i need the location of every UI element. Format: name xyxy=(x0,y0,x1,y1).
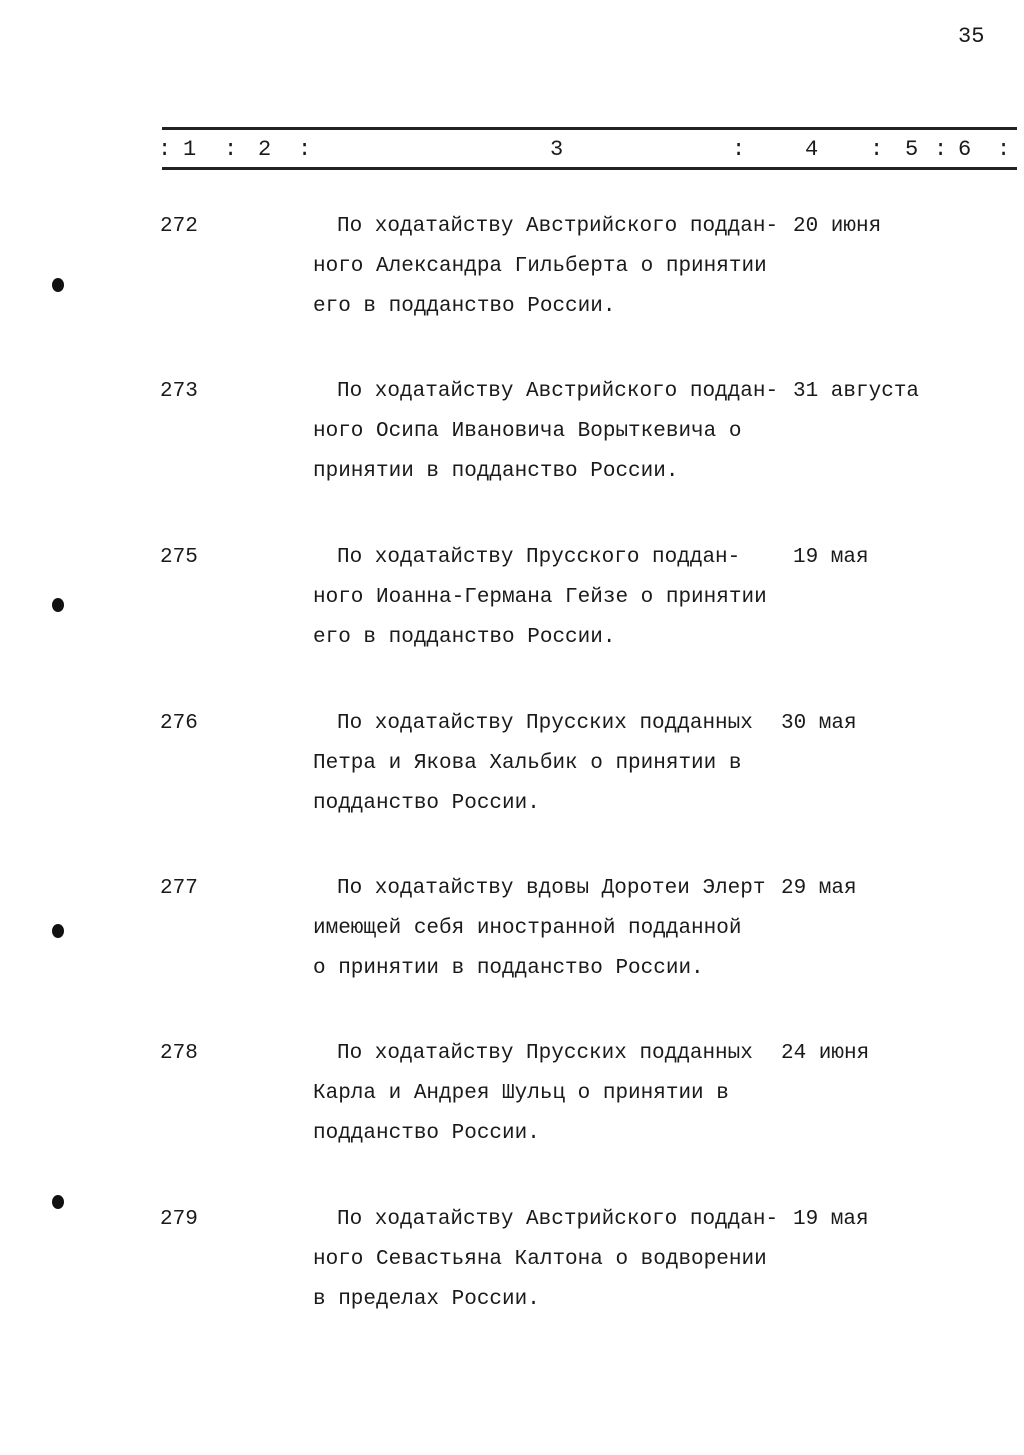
entry-number: 275 xyxy=(160,546,198,569)
column-6: 6 xyxy=(958,137,972,162)
column-5: 5 xyxy=(905,137,919,162)
entry-row xyxy=(0,215,1024,357)
entry-number: 273 xyxy=(160,380,198,403)
entry-number: 277 xyxy=(160,877,198,900)
entry-text-line: Петра и Якова Хальбик о принятии в xyxy=(313,752,742,775)
punch-hole xyxy=(52,598,64,612)
column-1: 1 xyxy=(183,137,197,162)
entry-text-line: подданство России. xyxy=(313,792,540,815)
entry-text-line: По ходатайству Австрийского поддан- xyxy=(337,380,779,403)
entry-text-line: в пределах России. xyxy=(313,1288,540,1311)
punch-hole xyxy=(52,1195,64,1209)
page-number: 35 xyxy=(958,24,985,49)
entry-text-line: имеющей себя иностранной подданной xyxy=(313,917,742,940)
entry-number: 278 xyxy=(160,1042,198,1065)
entry-date: 30 мая xyxy=(781,712,857,735)
entry-date: 31 августа xyxy=(793,380,920,403)
entry-date: 19 мая xyxy=(793,546,869,569)
entry-text-line: ного Осипа Ивановича Ворыткевича о xyxy=(313,420,742,443)
entry-text-line: По ходатайству Прусских подданных xyxy=(337,712,753,735)
entry-text-line: его в подданство России. xyxy=(313,295,616,318)
entry-row xyxy=(0,712,1024,854)
entry-row xyxy=(0,1042,1024,1184)
column-4: 4 xyxy=(805,137,819,162)
column-2: 2 xyxy=(258,137,272,162)
entry-date: 19 мая xyxy=(793,1208,869,1231)
entry-text-line: о принятии в подданство России. xyxy=(313,957,704,980)
entry-text-line: ного Иоанна-Германа Гейзе о принятии xyxy=(313,586,767,609)
entry-row xyxy=(0,877,1024,1019)
entry-text-line: По ходатайству Прусского поддан- xyxy=(337,546,741,569)
entry-number: 279 xyxy=(160,1208,198,1231)
header-top-rule xyxy=(162,127,1017,130)
entry-text-line: По ходатайству вдовы Доротеи Элерт xyxy=(337,877,766,900)
entry-text-line: ного Александра Гильберта о принятии xyxy=(313,255,767,278)
entry-date: 24 июня xyxy=(781,1042,870,1065)
entry-text-line: принятии в подданство России. xyxy=(313,460,679,483)
entry-row xyxy=(0,546,1024,688)
entry-date: 29 мая xyxy=(781,877,857,900)
entry-text-line: подданство России. xyxy=(313,1122,540,1145)
entry-row xyxy=(0,1208,1024,1350)
entry-text-line: По ходатайству Австрийского поддан- xyxy=(337,1208,779,1231)
column-3: 3 xyxy=(550,137,564,162)
entry-row xyxy=(0,380,1024,522)
entry-number: 272 xyxy=(160,215,198,238)
punch-hole xyxy=(52,924,64,938)
entry-text-line: его в подданство России. xyxy=(313,626,616,649)
entry-text-line: По ходатайству Прусских подданных xyxy=(337,1042,753,1065)
entry-text-line: ного Севастьяна Калтона о водворении xyxy=(313,1248,767,1271)
entry-number: 276 xyxy=(160,712,198,735)
header-bottom-rule xyxy=(162,167,1017,170)
entry-text-line: Карла и Андрея Шульц о принятии в xyxy=(313,1082,729,1105)
entry-date: 20 июня xyxy=(793,215,882,238)
entry-text-line: По ходатайству Австрийского поддан- xyxy=(337,215,779,238)
punch-hole xyxy=(52,278,64,292)
